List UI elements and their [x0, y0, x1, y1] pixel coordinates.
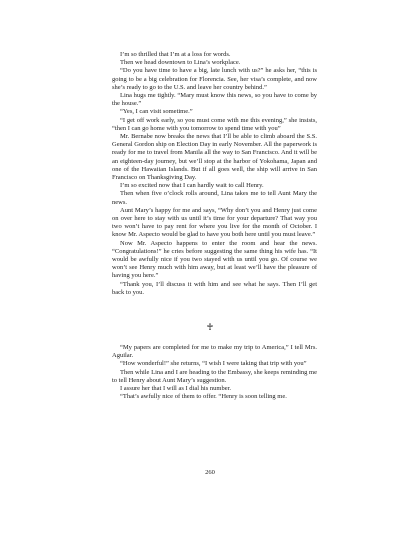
paragraph: “Thank you, I’ll discuss it with him and see what he says. Then I’ll get back to you. [112, 280, 317, 296]
paragraph: Then when five o’clock rolls around, Lina takes me to tell Aunt Mary the news. [112, 190, 317, 206]
paragraph: “My papers are completed for me to make my trip to America,” I tell Mrs. Aguilar. [112, 344, 317, 360]
paragraph: Then while Lina and I are heading to the Embassy, she keeps reminding me to tell Henry about Aunt Mary’s suggestion. [112, 368, 317, 384]
paragraph: Aunt Mary’s happy for me and says, “Why don’t you and Henry just come on over here to stay with us until it’s time for your departure? That way you two won’t have to pay rent for where you live for the month of October. I know Mr. Aspecto would be glad to have you both here until you must leave.” [112, 206, 317, 239]
text-section-one [112, 51, 317, 297]
paragraph: “I get off work early, so you must come with me this evening,” she insists, “then I can go home with you tomorrow to spend time with you” [112, 116, 317, 132]
paragraph: “Yes, I can visit sometime.” [120, 108, 193, 116]
paragraph: I assure her that I will as I dial his number. [120, 385, 232, 393]
paragraph: I’m so excited now that I can hardly wait to call Henry. [120, 182, 264, 190]
paragraph: Then we head downtown to Lina’s workplace. [120, 59, 241, 67]
text-section-two [112, 344, 317, 401]
paragraph: Mr. Bernabe now breaks the news that I’ll be able to climb aboard the S.S. General Gordon ship on Election Day in early November. All the paperwork is ready for me to travel from Manila all the way to San Francisco. And it will be an eighteen-day journey, but we’ll stop at the harbor of Yokohama, Japan and one of the Hawaiian Islands. But if all goes well, the ship will arrive in San Francisco on Thanksgiving Day. [112, 133, 317, 182]
paragraph: “That’s awfully nice of them to offer. “Henry is soon telling me. [120, 393, 287, 401]
section-break-ornament-icon: ♰ [206, 323, 214, 333]
paragraph: I’m so thrilled that I’m at a loss for words. [120, 51, 231, 58]
paragraph: “Do you have time to have a big, late lunch with us?” he asks her, “this is going to be a big celebration for Florencia. See, her visa’s complete, and now she’s ready to go to the U.S. and leave her country behind.” [112, 67, 317, 91]
paragraph: Lina hugs me tightly. “Mary must know this news, so you have to come by the house.” [112, 92, 317, 108]
paragraph: “How wonderful!” she returns, “I wish I were taking that trip with you” [120, 360, 307, 368]
paragraph: Now Mr. Aspecto happens to enter the room and hear the news. “Congratulations!” he cries before suggesting the same thing his wife has. “It would be awfully nice if you two stayed with us until you go. Of course we won’t see Henry much with him away, but at least we’ll have the pleasure of having you here.” [112, 239, 317, 280]
page-number: 260 [205, 469, 215, 476]
